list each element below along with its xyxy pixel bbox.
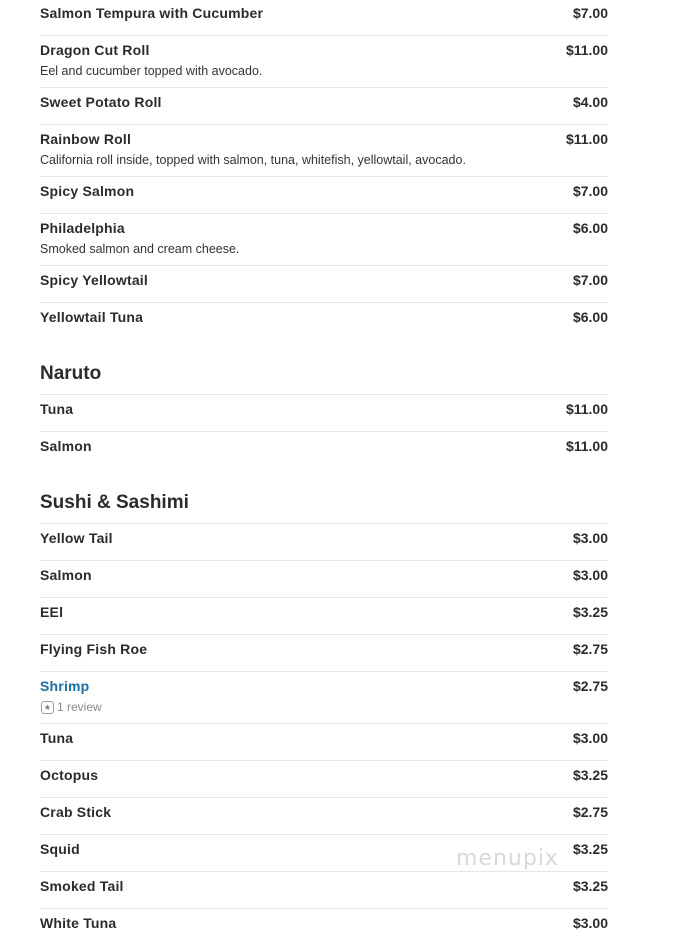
menu-item-name: Yellow Tail [40,530,113,546]
menu-item-name: Dragon Cut Roll [40,42,150,58]
menu-section-rolls [40,0,608,339]
menu-item-price: $11.00 [565,42,608,58]
section-title: Naruto [40,339,608,395]
menu-item [40,0,608,36]
menu-item [40,798,608,835]
menu-item-name: Salmon [40,567,92,583]
menu-item [40,561,608,598]
menu-item-name: Rainbow Roll [40,131,132,147]
menu-item [40,724,608,761]
menu-item [40,125,608,177]
menu-item-price: $7.00 [572,183,608,199]
menu-item-description: California roll inside, topped with salmon, tuna, whitefish, yellowtail, avocado. [40,153,466,167]
menu-item-price: $6.00 [572,220,608,236]
menu-item-price: $3.00 [572,530,608,546]
menu-item-price: $2.75 [572,641,608,657]
menu-item [40,303,608,339]
menu-item-price: $11.00 [565,131,608,147]
menu-item-name: Yellowtail Tuna [40,309,144,325]
menu-item-name: Flying Fish Roe [40,641,148,657]
menu-item-price: $7.00 [572,5,608,21]
menu-item-name: Smoked Tail [40,878,124,894]
menu-item [40,432,608,468]
menu-item [40,635,608,672]
section-title: Sushi & Sashimi [40,468,608,524]
menu-item-name: EEl [40,604,64,620]
menu-item-description: Smoked salmon and cream cheese. [40,242,240,256]
menu-item [40,36,608,88]
menu-item-price: $4.00 [572,94,608,110]
menu-item-price: $2.75 [572,678,608,694]
menu-item-price: $3.00 [572,915,608,931]
menu-item-name: Salmon [40,438,92,454]
menu-item-price: $11.00 [565,401,608,417]
menu-section-sushi-sashimi [40,468,608,945]
menu-item-name: Tuna [40,401,74,417]
menu-item [40,872,608,909]
menu-item-name: Philadelphia [40,220,125,236]
review-star-icon: ★ [41,701,54,714]
menu-item-name: Spicy Salmon [40,183,135,199]
menu-item-price: $3.00 [572,567,608,583]
menu-item [40,672,608,724]
menu-item-price: $3.25 [572,841,608,857]
review-count-label: 1 review [57,700,102,714]
menu-item-name: Salmon Tempura with Cucumber [40,5,264,21]
menu-item-price: $7.00 [572,272,608,288]
menu-item [40,88,608,125]
menu-item-name: Sweet Potato Roll [40,94,162,110]
menu-item-description: Eel and cucumber topped with avocado. [40,64,263,78]
menu-item-link-shrimp[interactable]: Shrimp [40,678,90,694]
menu-item-price: $11.00 [565,438,608,454]
menu-item-price: $3.00 [572,730,608,746]
menu-item [40,524,608,561]
menu-item [40,395,608,432]
menu-item-name: Tuna [40,730,74,746]
menu-item-name: Crab Stick [40,804,112,820]
menu-item-price: $6.00 [572,309,608,325]
watermark-logo: menupix [456,846,559,871]
menu-list [40,0,608,945]
menu-item [40,214,608,266]
menu-item-price: $3.25 [572,767,608,783]
menu-item-price: $3.25 [572,878,608,894]
menu-item [40,266,608,303]
menu-item-name: Octopus [40,767,99,783]
menu-item-name: Spicy Yellowtail [40,272,148,288]
menu-item-price: $2.75 [572,804,608,820]
menu-item [40,761,608,798]
menu-item [40,909,608,945]
menu-item [40,177,608,214]
review-count[interactable] [40,700,608,714]
menu-item-price: $3.25 [572,604,608,620]
menu-item-name: Squid [40,841,80,857]
menu-item [40,598,608,635]
menu-item-name: White Tuna [40,915,117,931]
menu-section-naruto [40,339,608,468]
